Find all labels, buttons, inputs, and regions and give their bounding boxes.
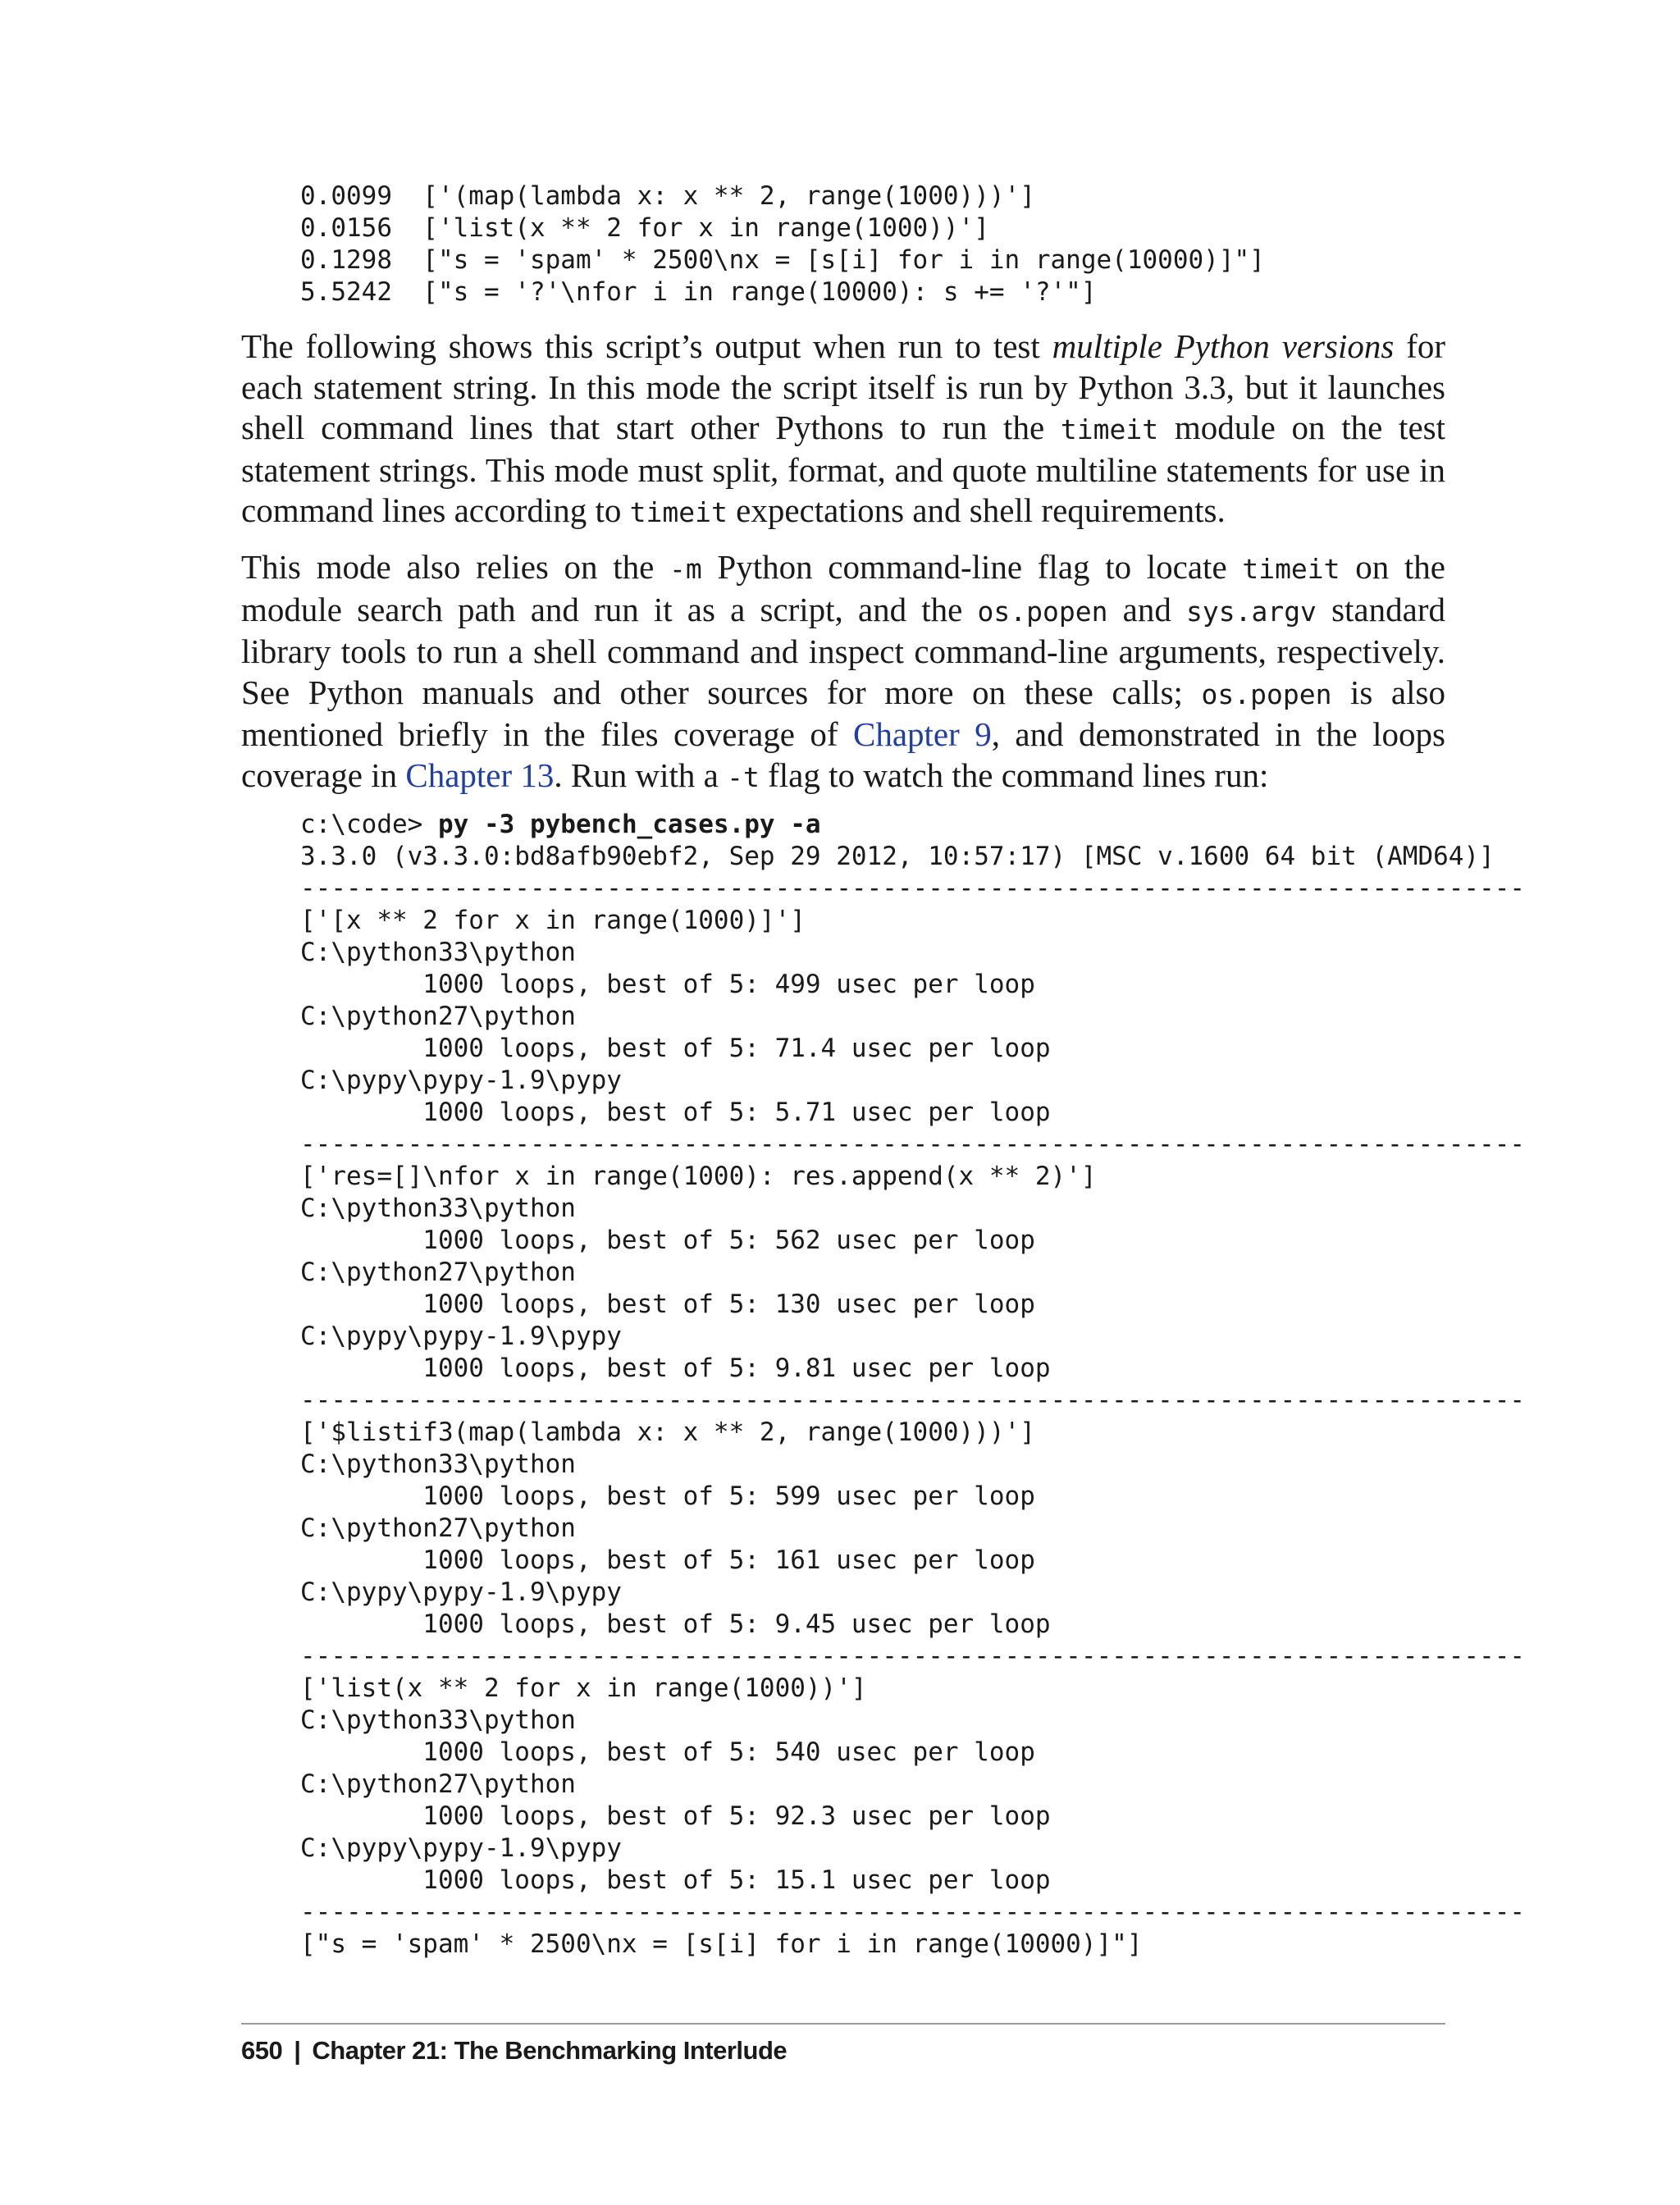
- code-line: ['list(x ** 2 for x in range(1000))']: [300, 1673, 867, 1703]
- code-line: 0.1298 ["s = 'spam' * 2500\nx = [s[i] for i in range(10000)]"]: [300, 245, 1265, 275]
- code-line: C:\python27\python: [300, 1513, 576, 1543]
- inline-code: os.popen: [1201, 678, 1332, 710]
- inline-code: -t: [727, 760, 760, 793]
- code-line: --------------------------------------------------------------------------------: [300, 1897, 1526, 1927]
- code-line: --------------------------------------------------------------------------------: [300, 1641, 1526, 1671]
- shell-command: py -3 pybench_cases.py -a: [437, 810, 821, 839]
- code-line: C:\python33\python: [300, 1449, 576, 1479]
- code-line: 1000 loops, best of 5: 562 usec per loop: [300, 1226, 1035, 1255]
- code-line: 1000 loops, best of 5: 161 usec per loop: [300, 1545, 1035, 1575]
- code-line: C:\python33\python: [300, 1705, 576, 1735]
- inline-code: timeit: [629, 496, 728, 528]
- shell-prompt: c:\code>: [300, 810, 438, 839]
- code-line: --------------------------------------------------------------------------------: [300, 1130, 1526, 1159]
- inline-code: sys.argv: [1185, 595, 1317, 628]
- paragraph-multiple-versions: The following shows this script’s output when run to test multiple Python versions for each statement string. In this mode the script itself is run by Python 3.3, but it launches shell command lines that start other Pythons to run the timeit module on the test statement strings. This mode must split, format, and quote multiline statements for use in command lines according to timeit expectations and shell requirements.: [241, 327, 1445, 529]
- code-line: C:\python27\python: [300, 1002, 576, 1031]
- code-line: C:\python27\python: [300, 1769, 576, 1799]
- code-line: 0.0099 ['(map(lambda x: x ** 2, range(1000)))']: [300, 181, 1035, 211]
- code-line: 0.0156 ['list(x ** 2 for x in range(1000))']: [300, 213, 989, 243]
- inline-code: timeit: [1060, 413, 1159, 445]
- code-line: 1000 loops, best of 5: 9.45 usec per loop: [300, 1609, 1051, 1639]
- code-line: C:\pypy\pypy-1.9\pypy: [300, 1577, 622, 1607]
- inline-code: timeit: [1242, 553, 1340, 585]
- code-line: C:\python33\python: [300, 938, 576, 967]
- code-line: ['$listif3(map(lambda x: x ** 2, range(1000)))']: [300, 1418, 1035, 1447]
- chapter-13-link[interactable]: Chapter 13: [405, 756, 555, 794]
- code-line: C:\pypy\pypy-1.9\pypy: [300, 1833, 622, 1863]
- emphasis: multiple Python versions: [1052, 327, 1395, 365]
- code-line: C:\pypy\pypy-1.9\pypy: [300, 1322, 622, 1351]
- page-footer: [241, 2036, 787, 2066]
- inline-code: -m: [669, 553, 702, 585]
- paragraph-m-flag: This mode also relies on the -m Python command-line flag to locate timeit on the module search path and run it as a script, and the os.popen and sys.argv standard library tools to run a shell command and inspect command-line arguments, respectively. See Python manuals and other sources for more on these calls; os.popen is also mentioned briefly in the files coverage of Chapter 9, and demonstrated in the loops coverage in Chapter 13. Run with a -t flag to watch the command lines run:: [241, 548, 1445, 794]
- code-line: 1000 loops, best of 5: 599 usec per loop: [300, 1481, 1035, 1511]
- code-line: 3.3.0 (v3.3.0:bd8afb90ebf2, Sep 29 2012, 10:57:17) [MSC v.1600 64 bit (AMD64)]: [300, 842, 1495, 871]
- code-line: C:\python33\python: [300, 1194, 576, 1223]
- code-line: 1000 loops, best of 5: 15.1 usec per loop: [300, 1865, 1051, 1895]
- code-line: 1000 loops, best of 5: 71.4 usec per loop: [300, 1034, 1051, 1063]
- code-line: 1000 loops, best of 5: 92.3 usec per loop: [300, 1801, 1051, 1831]
- code-line: --------------------------------------------------------------------------------: [300, 874, 1526, 903]
- code-line: ['[x ** 2 for x in range(1000)]']: [300, 906, 806, 935]
- inline-code: os.popen: [977, 595, 1108, 628]
- code-line: C:\python27\python: [300, 1258, 576, 1287]
- benchmark-output-code: [300, 809, 1525, 1961]
- code-line: C:\pypy\pypy-1.9\pypy: [300, 1066, 622, 1095]
- footer-separator: |: [294, 2036, 301, 2065]
- code-line: 1000 loops, best of 5: 5.71 usec per loop: [300, 1098, 1051, 1127]
- page-number: 650: [241, 2036, 283, 2065]
- code-line: 1000 loops, best of 5: 9.81 usec per loop: [300, 1354, 1051, 1383]
- timing-results-code: [300, 180, 1265, 308]
- footer-rule: [241, 2023, 1445, 2025]
- code-line: 1000 loops, best of 5: 540 usec per loop: [300, 1737, 1035, 1767]
- code-line: ['res=[]\nfor x in range(1000): res.append(x ** 2)']: [300, 1162, 1097, 1191]
- chapter-9-link[interactable]: Chapter 9: [853, 715, 992, 753]
- code-line: 5.5242 ["s = '?'\nfor i in range(10000): s += '?'"]: [300, 277, 1097, 307]
- code-line: 1000 loops, best of 5: 499 usec per loop: [300, 970, 1035, 999]
- code-line: 1000 loops, best of 5: 130 usec per loop: [300, 1290, 1035, 1319]
- code-line: --------------------------------------------------------------------------------: [300, 1386, 1526, 1415]
- code-line: ["s = 'spam' * 2500\nx = [s[i] for i in range(10000)]"]: [300, 1929, 1143, 1959]
- chapter-title: Chapter 21: The Benchmarking Interlude: [312, 2036, 788, 2065]
